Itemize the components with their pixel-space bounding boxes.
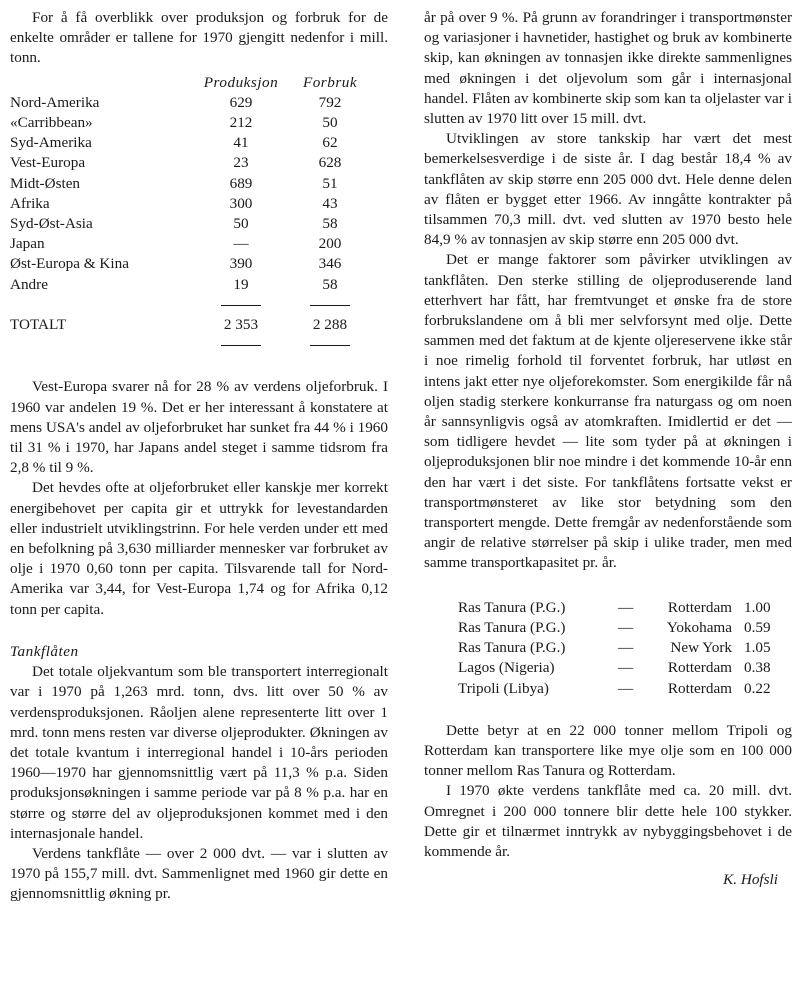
route-row xyxy=(458,598,784,618)
paragraph-transport: Det totale oljekvantum som ble transportert interregionalt var i 1970 på 1,263 mrd. tonn, dvs. litt over 50 % av verdensproduksjonen. Råoljen alene representerte litt over 1 mrd. tonn mens resten var diverse oljeprodukter. Økningen av det totale kvantum i interregional handel i 10-års perioden 1960—1970 har gjennomsnittlig vært på 11,3 % p.a. Siden produksjonsøkningen i samme periode var på 8 % p.a. har en større og større del av oljeproduksjonen kommet med i den internasjonale handel. xyxy=(10,663,388,842)
produksjon-cell: 629 xyxy=(229,93,253,111)
region-cell: Syd-Amerika xyxy=(10,134,92,152)
route-origin: Ras Tanura (P.G.) xyxy=(458,598,566,616)
paragraph-faktorer: Det er mange faktorer som påvirker utviklingen av tankflåten. Den sterke stilling de oljeproduserende land etterhvert har fått, har fremtvunget et ønske fra de store forbrukslandene om å bli mer selvforsynt med olje. Dette sammen med det faktum at de kjente oljereservene ikke står i noe rimelig forhold til forventet forbruk, har utløst en intens jakt etter nye oljeforekomster. Som energikilde får nå oljen stadig sterkere konkurranse fra naturgass og om noen år sannsynligvis også av atomkraften. Imidlertid er det — som tidligere hevdet — lite som tyder på at økningen i oljeproduksjonen blir noe mindre i det kommende 10-år enn den har vært i det siste. For tankflåtens fortsatte vekst er transportmønsteret av like stor betydning som den transportert mengde. Dette fremgår av nedenforstående som angir de relative størrelser på skip i ulike trader, men med samme transportkapasitet pr. år. xyxy=(424,251,792,572)
forbruk-cell: 58 xyxy=(322,215,338,233)
route-dash: — xyxy=(618,639,634,657)
header-forbruk: Forbruk xyxy=(302,73,358,91)
paragraph-per-capita: Det hevdes ofte at oljeforbruket eller kanskje mer korrekt energibehovet per capita gir et uttrykk for levestandarden eller industrielt utviklingstrinn. For hele verden under ett med en befolkning på 3,630 milliarder mennesker var forbruket av olje i 1970 0,60 tonn per capita. Tilsvarende tall for Nord-Amerika var 3,44, for Vest-Europa 1,74 og for Afrika 0,12 tonn per capita. xyxy=(10,479,388,618)
paragraph-1970-okning: I 1970 økte verdens tankflåte med ca. 20 mill. dvt. Omregnet i 200 000 tonnere blir dette hele 100 stykker. Dette gir et tilnærmet inntrykk av nybyggingsbehovet i de kommende år. xyxy=(424,782,792,860)
produksjon-cell: — xyxy=(233,235,249,253)
forbruk-cell: 200 xyxy=(318,235,342,253)
region-cell: Syd-Øst-Asia xyxy=(10,215,93,233)
route-dash: — xyxy=(618,618,634,636)
table-row xyxy=(10,254,370,274)
region-cell: Vest-Europa xyxy=(10,154,86,172)
produksjon-cell: 689 xyxy=(229,174,253,192)
table-row xyxy=(10,153,370,173)
route-row xyxy=(458,618,784,638)
route-origin: Lagos (Nigeria) xyxy=(458,659,555,677)
table-row xyxy=(10,194,370,214)
route-destination: Rotterdam xyxy=(667,659,732,677)
table-row xyxy=(10,93,370,113)
route-ratio: 1.05 xyxy=(744,639,771,657)
route-ratio: 0.22 xyxy=(744,679,771,697)
route-destination: New York xyxy=(670,639,732,657)
region-cell: Øst-Europa & Kina xyxy=(10,255,129,273)
route-dash: — xyxy=(618,659,634,677)
intro-paragraph: For å få overblikk over produksjon og forbruk for de enkelte områder er tallene for 1970 gjengitt nedenfor i mill. tonn. xyxy=(10,9,388,67)
route-destination: Rotterdam xyxy=(667,679,732,697)
region-cell: Japan xyxy=(10,235,45,253)
route-dash: — xyxy=(618,679,634,697)
table-row xyxy=(10,174,370,194)
author-signature: K. Hofsli xyxy=(723,871,778,889)
paragraph-tankflate: Verdens tankflåte — over 2 000 dvt. — var i slutten av 1970 på 155,7 mill. dvt. Sammenlignet med 1960 gir dette en gjennomsnittlig økning pr. xyxy=(10,844,388,903)
forbruk-cell: 43 xyxy=(322,194,338,212)
total-produksjon: 2 353 xyxy=(223,316,259,334)
route-table xyxy=(458,598,784,699)
produksjon-cell: 23 xyxy=(233,154,249,172)
table-row xyxy=(10,133,370,153)
route-row xyxy=(458,658,784,678)
table-row xyxy=(10,275,370,295)
forbruk-cell: 346 xyxy=(318,255,342,273)
region-cell: Andre xyxy=(10,275,48,293)
produksjon-cell: 390 xyxy=(229,255,253,273)
rule-row-bottom xyxy=(10,335,370,355)
produksjon-cell: 19 xyxy=(233,275,249,293)
region-cell: Afrika xyxy=(10,194,50,212)
route-ratio: 1.00 xyxy=(744,598,771,616)
header-produksjon: Produksjon xyxy=(203,73,279,91)
sum-rule xyxy=(310,305,350,306)
paragraph-store-tankskip: Utviklingen av store tankskip har vært det mest bemerkelsesverdige i de siste år. I dag består 18,4 % av tankflåten av skip større enn 205 000 dvt. Hele denne delen av flåten er bygget etter 1966. Av inngåtte kontrakter på tilsammen 70,3 mill. dvt. ved slutten av 1970 besto hele 84,9 % av tonnasjen av skip større enn 205 000 dvt. xyxy=(424,130,792,249)
table-header-row xyxy=(10,73,370,93)
route-ratio: 0.38 xyxy=(744,659,771,677)
total-forbruk: 2 288 xyxy=(312,316,348,334)
paragraph-continuation: år på over 9 %. På grunn av forandringer i transportmønster og variasjoner i havnetider, hastighet og bruk av kombinerte skip, kan økningen av tonnasjen ikke direkte sammenlignes med økningen i det oljevolum som går i internasjonal handel. Flåten av kombinerte skip som kan ta oljelaster var i slutten av 1970 litt over 15 mill. dvt. xyxy=(424,9,792,128)
total-label: TOTALT xyxy=(10,316,67,334)
region-cell: Nord-Amerika xyxy=(10,93,100,111)
forbruk-cell: 792 xyxy=(318,93,342,111)
total-rule xyxy=(221,345,261,346)
sum-rule xyxy=(221,305,261,306)
forbruk-cell: 58 xyxy=(322,275,338,293)
forbruk-cell: 50 xyxy=(322,114,338,132)
forbruk-cell: 62 xyxy=(322,134,338,152)
rule-row-top xyxy=(10,295,370,315)
forbruk-cell: 51 xyxy=(322,174,338,192)
table-row xyxy=(10,234,370,254)
forbruk-cell: 628 xyxy=(318,154,342,172)
region-cell: Midt-Østen xyxy=(10,174,81,192)
right-column xyxy=(424,8,792,890)
produksjon-cell: 212 xyxy=(229,114,253,132)
produksjon-cell: 300 xyxy=(229,194,253,212)
table-row xyxy=(10,214,370,234)
paragraph-vest-europa: Vest-Europa svarer nå for 28 % av verdens oljeforbruk. I 1960 var andelen 19 %. Det er her interessant å konstatere at mens USA's andel av oljeforbruket har sunket fra 44 % i 1960 til 31 % i 1970, har Japans andel steget i samme tidsrom fra 2,8 % til 9 %. xyxy=(10,378,388,477)
route-row xyxy=(458,679,784,699)
route-ratio: 0.59 xyxy=(744,618,771,636)
left-column xyxy=(10,8,388,905)
route-origin: Tripoli (Libya) xyxy=(458,679,549,697)
route-destination: Rotterdam xyxy=(667,598,732,616)
region-cell: «Carribbean» xyxy=(10,114,93,132)
route-origin: Ras Tanura (P.G.) xyxy=(458,639,566,657)
production-consumption-table xyxy=(10,73,370,356)
route-row xyxy=(458,638,784,658)
route-origin: Ras Tanura (P.G.) xyxy=(458,618,566,636)
section-title: Tankflåten xyxy=(10,642,79,660)
paragraph-tripoli: Dette betyr at en 22 000 tonner mellom Tripoli og Rotterdam kan transportere like mye olje som en 100 000 tonner mellom Ras Tanura og Rotterdam. xyxy=(424,721,792,780)
table-row xyxy=(10,113,370,133)
total-rule xyxy=(310,345,350,346)
produksjon-cell: 50 xyxy=(233,215,249,233)
total-row xyxy=(10,315,370,335)
route-destination: Yokohama xyxy=(666,618,732,636)
route-dash: — xyxy=(618,598,634,616)
produksjon-cell: 41 xyxy=(233,134,249,152)
